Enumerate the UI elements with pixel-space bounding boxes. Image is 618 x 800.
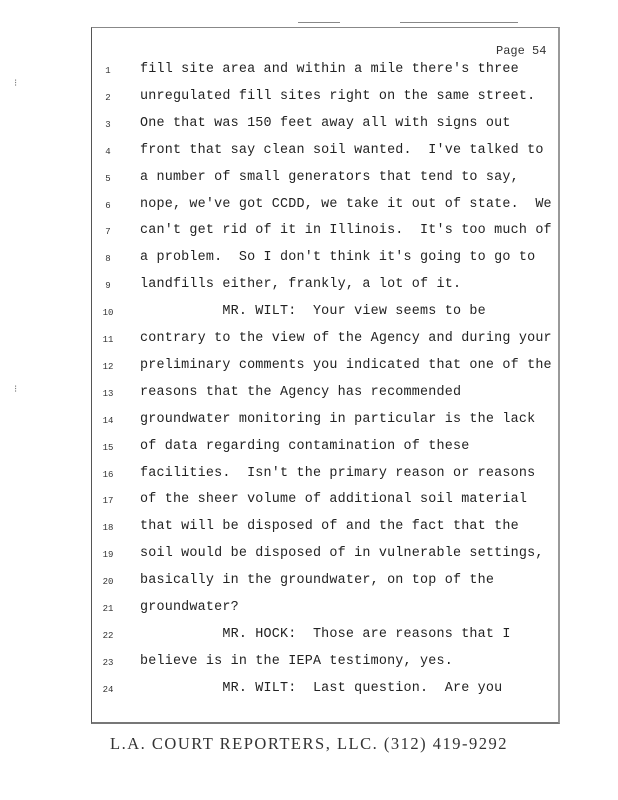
line-text: landfills either, frankly, a lot of it. bbox=[140, 277, 462, 293]
line-number: 18 bbox=[102, 523, 114, 534]
line-text: facilities. Isn't the primary reason or reasons bbox=[140, 465, 536, 481]
transcript-line bbox=[0, 600, 618, 627]
top-edge-mark bbox=[298, 22, 340, 23]
transcript-line bbox=[0, 681, 618, 708]
line-number: 20 bbox=[102, 577, 114, 588]
scan-speck: ⁝ bbox=[14, 79, 18, 90]
line-number: 7 bbox=[105, 227, 111, 238]
line-text: groundwater monitoring in particular is the lack bbox=[140, 411, 536, 427]
top-edge-mark bbox=[400, 22, 518, 23]
transcript-line bbox=[0, 143, 618, 170]
line-number: 3 bbox=[105, 119, 111, 130]
transcript-line bbox=[0, 546, 618, 573]
transcript-line bbox=[0, 358, 618, 385]
line-text: One that was 150 feet away all with signs out bbox=[140, 115, 511, 131]
line-text: reasons that the Agency has recommended bbox=[140, 384, 462, 400]
line-text: of data regarding contamination of these bbox=[140, 438, 470, 454]
line-number: 5 bbox=[105, 173, 111, 184]
transcript-line bbox=[0, 116, 618, 143]
line-number: 23 bbox=[102, 657, 114, 668]
line-number: 9 bbox=[105, 281, 111, 292]
transcript-line bbox=[0, 277, 618, 304]
transcript-line bbox=[0, 492, 618, 519]
line-number: 6 bbox=[105, 200, 111, 211]
transcript-line bbox=[0, 304, 618, 331]
line-text: MR. WILT: Your view seems to be bbox=[140, 304, 486, 320]
transcript-line bbox=[0, 223, 618, 250]
line-text: contrary to the view of the Agency and during your bbox=[140, 331, 552, 346]
line-number: 12 bbox=[102, 361, 114, 372]
line-text: fill site area and within a mile there's three bbox=[140, 62, 519, 77]
line-number: 14 bbox=[102, 415, 114, 426]
line-text: soil would be disposed of in vulnerable settings, bbox=[140, 546, 544, 562]
line-text: a problem. So I don't think it's going to go to bbox=[140, 250, 536, 266]
court-reporter-footer: L.A. COURT REPORTERS, LLC. (312) 419-9292 bbox=[110, 734, 508, 753]
line-text: a number of small generators that tend to say, bbox=[140, 169, 519, 185]
line-text: of the sheer volume of additional soil material bbox=[140, 492, 528, 508]
line-number: 16 bbox=[102, 469, 114, 480]
transcript-line bbox=[0, 573, 618, 600]
line-number: 4 bbox=[105, 146, 111, 157]
line-number: 15 bbox=[102, 442, 114, 453]
line-text: MR. WILT: Last question. Are you bbox=[140, 680, 503, 696]
line-text: can't get rid of it in Illinois. It's too much of bbox=[140, 223, 552, 239]
transcript-line bbox=[0, 89, 618, 116]
line-number: 10 bbox=[102, 308, 114, 319]
transcript-line bbox=[0, 170, 618, 197]
line-text: front that say clean soil wanted. I've talked to bbox=[140, 142, 544, 158]
transcript-line bbox=[0, 439, 618, 466]
line-number: 2 bbox=[105, 92, 111, 103]
transcript-line bbox=[0, 519, 618, 546]
transcript-line bbox=[0, 627, 618, 654]
line-number: 8 bbox=[105, 254, 111, 265]
line-text: preliminary comments you indicated that one of the bbox=[140, 357, 552, 373]
transcript-line bbox=[0, 197, 618, 224]
line-text: unregulated fill sites right on the same street. bbox=[140, 88, 536, 104]
transcript-line bbox=[0, 385, 618, 412]
line-number: 1 bbox=[105, 66, 111, 76]
transcript-line bbox=[0, 331, 618, 358]
line-number: 19 bbox=[102, 550, 114, 561]
line-number: 22 bbox=[102, 630, 114, 641]
scan-speck: ⁝ bbox=[14, 385, 18, 396]
line-text: nope, we've got CCDD, we take it out of state. We bbox=[140, 196, 552, 212]
transcript-line bbox=[0, 412, 618, 439]
transcript-line bbox=[0, 250, 618, 277]
transcript-line bbox=[0, 62, 618, 89]
line-number: 24 bbox=[102, 684, 114, 695]
line-text: basically in the groundwater, on top of the bbox=[140, 573, 495, 589]
line-number: 17 bbox=[102, 496, 114, 507]
page-number-label: Page 54 bbox=[496, 44, 547, 58]
line-number: 13 bbox=[102, 388, 114, 399]
line-text: believe is in the IEPA testimony, yes. bbox=[140, 653, 453, 669]
line-text: groundwater? bbox=[140, 600, 239, 615]
line-number: 21 bbox=[102, 604, 114, 614]
line-text: MR. HOCK: Those are reasons that I bbox=[140, 626, 511, 642]
line-number: 11 bbox=[102, 335, 114, 345]
transcript-line bbox=[0, 654, 618, 681]
transcript-line bbox=[0, 466, 618, 493]
line-text: that will be disposed of and the fact that the bbox=[140, 519, 519, 535]
